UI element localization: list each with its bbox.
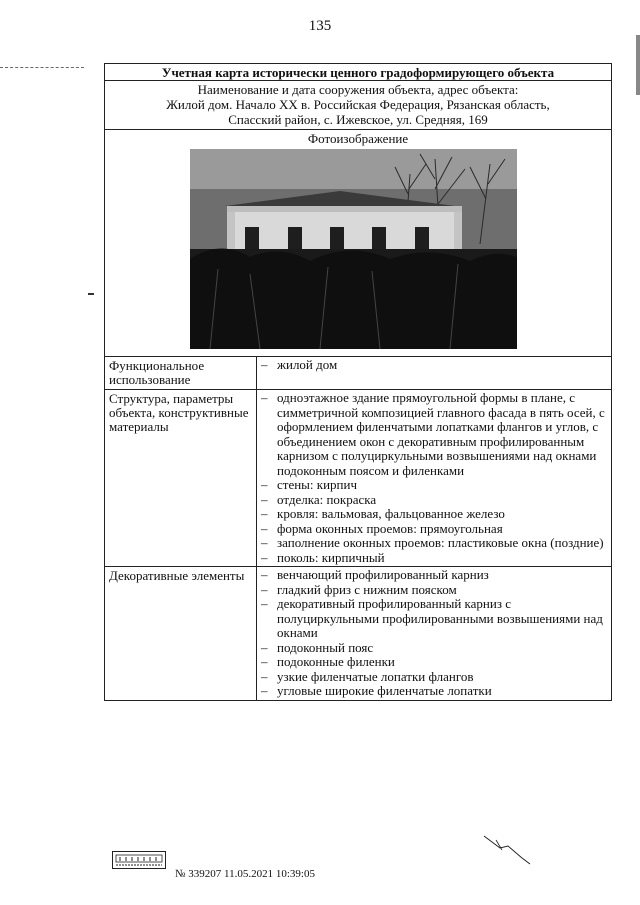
row-decorative-elements [105, 567, 611, 700]
list-item: – гладкий фриз с нижним пояском [261, 581, 457, 597]
scan-right-edge [636, 35, 640, 95]
row-structure-materials [105, 390, 611, 567]
scan-side-mark [88, 293, 94, 295]
building-photo [190, 149, 517, 349]
heading-line: Спасский район, с. Ижевское, ул. Средняя, 169 [228, 112, 488, 127]
row-values [257, 567, 611, 700]
signature-mark [478, 828, 538, 868]
list-item: – поколь: кирпичный [261, 549, 385, 565]
page-number: 135 [308, 18, 332, 34]
document-number: № 339207 11.05.2021 10:39:05 [175, 868, 315, 880]
row-label: Структура, параметры объекта, конструктивные материалы [105, 390, 257, 566]
list-item: – стены: кирпич [261, 477, 357, 492]
row-label: Декоративные элементы [105, 567, 257, 700]
list-item: – венчающий профилированный карниз [261, 567, 489, 582]
list-item: – жилой дом [261, 357, 338, 372]
registry-stamp-icon [112, 851, 166, 869]
list-item: – подоконный пояс [261, 639, 374, 655]
row-label: Функциональное использование [105, 357, 257, 389]
list-item: – декоративный профилированный карниз с полуциркульными профилированными возвышениями над окнами [261, 596, 603, 640]
row-functional-use [105, 357, 611, 390]
list-item: – заполнение оконных проемов: пластиковые окна (поздние) [261, 535, 604, 550]
list-item: – кровля: вальмовая, фальцованное железо [261, 506, 505, 521]
photo-section [105, 130, 611, 357]
photo-label: Фотоизображение [307, 131, 409, 146]
list-item: – подоконные филенки [261, 654, 395, 669]
row-values [257, 390, 611, 566]
registration-card [104, 63, 612, 701]
list-item: – одноэтажное здание прямоугольной формы в плане, с симметричной композицией главного фасада в пять осей, с оформлением филенчатыми лопатками флангов и углов, с объединением окон с декоративным профилированным карнизом с полуциркульными возвышениями над окнами подоконным поясом и филенками [261, 390, 605, 478]
list-item: – узкие филенчатые лопатки флангов [261, 668, 474, 684]
list-item: – форма оконных проемов: прямоугольная [261, 520, 503, 536]
list-item: – отделка: покраска [261, 491, 377, 507]
heading-line: Наименование и дата сооружения объекта, адрес объекта: [197, 82, 519, 97]
list-item: – угловые широкие филенчатые лопатки [261, 683, 492, 698]
object-heading [105, 81, 611, 130]
row-values [257, 357, 611, 389]
card-title: Учетная карта исторически ценного градоформирующего объекта [105, 64, 611, 81]
heading-line: Жилой дом. Начало XX в. Российская Федерация, Рязанская область, [166, 97, 550, 112]
scan-edge-mark [0, 67, 84, 70]
